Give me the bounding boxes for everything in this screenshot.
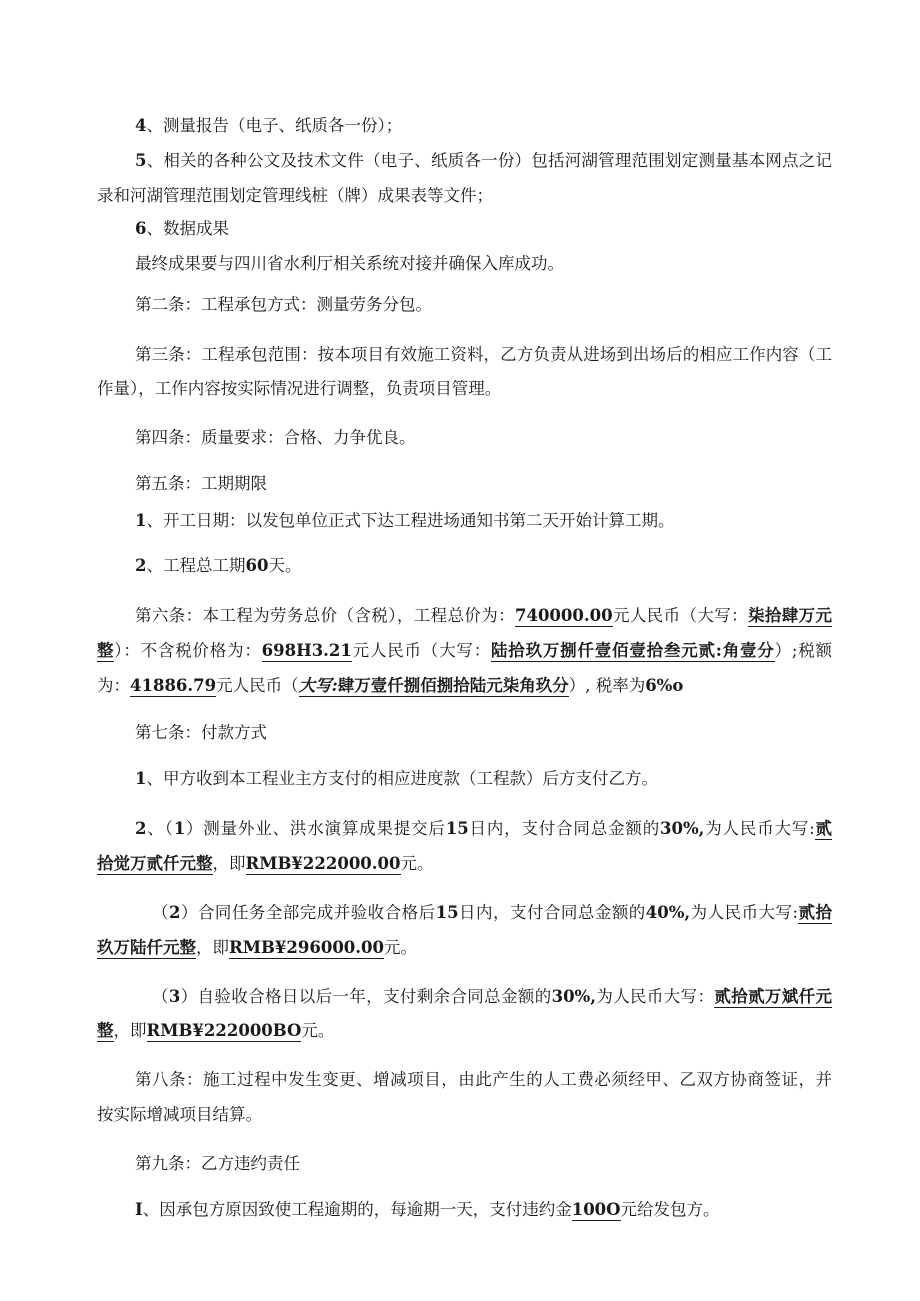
payment-stage-2: （2）合同任务全部完成并验收合格后15日内，支付合同总金额的40%,为人民币大写:贰拾 — [152, 903, 833, 922]
article-8-cont: 按实际增减项目结算。 — [97, 1105, 262, 1124]
item-6-data: 6、数据成果 — [135, 219, 229, 238]
article-2: 第二条：工程承包方式：测量劳务分包。 — [135, 295, 432, 314]
article-9: 第九条：乙方违约责任 — [135, 1154, 300, 1173]
payment-stage-3: （3）自验收合格日以后一年，支付剩余合同总金额的30%,为人民币大写：贰拾贰万斌仟元 — [152, 987, 833, 1006]
item-6-data-desc: 最终成果要与四川省水利厅相关系统对接并确保入库成功。 — [135, 254, 564, 273]
article-3: 第三条：工程承包范围：按本项目有效施工资料，乙方负责从进场到出场后的相应工作内容（工 — [135, 345, 832, 364]
article-5-duration: 2、工程总工期60天。 — [135, 556, 302, 575]
article-9-item-1: I、因承包方原因致使工程逾期的，每逾期一天，支付违约金100O元给发包方。 — [135, 1200, 720, 1219]
article-4: 第四条：质量要求：合格、力争优良。 — [135, 428, 416, 447]
item-4-survey-report: 4、测量报告（电子、纸质各一份）； — [135, 116, 403, 135]
article-8: 第八条：施工过程中发生变更、增减项目，由此产生的人工费必须经甲、乙双方协商签证，并 — [135, 1070, 832, 1089]
article-7-item-1: 1、甲方收到本工程业主方支付的相应进度款（工程款）后方支付乙方。 — [135, 769, 658, 788]
article-7: 第七条：付款方式 — [135, 723, 267, 742]
article-5-start-date: 1、开工日期：以发包单位正式下达工程进场通知书第二天开始计算工期。 — [135, 511, 675, 530]
item-5-documents: 5、相关的各种公文及技术文件（电子、纸质各一份）包括河湖管理范围划定测量基本网点之记 — [135, 151, 832, 170]
payment-stage-1: 2、（1）测量外业、洪水演算成果提交后15日内，支付合同总金额的30%,为人民币大写:贰 — [135, 819, 833, 838]
article-6-tax: 为：41886.79元人民币（大写:肆万壹仟捌佰捌拾陆元柒角玖分）, 税率为6%o — [97, 676, 684, 695]
article-6-net: 整）：不含税价格为：698H3.21元人民币（大写：陆拾玖万捌仟壹佰壹拾叁元贰:角壹分）;税额 — [97, 641, 833, 660]
payment-stage-3-amount: 整，即RMB¥222000BO元。 — [97, 1021, 335, 1040]
article-6: 第六条：本工程为劳务总价（含税），工程总价为：740000.00元人民币（大写：柒拾肆万元 — [135, 606, 833, 625]
item-5-documents-cont: 录和河湖管理范围划定管理线桩（牌）成果表等文件； — [97, 186, 493, 205]
article-5: 第五条：工期期限 — [135, 474, 267, 493]
payment-stage-2-amount: 玖万陆仟元整，即RMB¥296000.00元。 — [97, 938, 417, 957]
payment-stage-1-amount: 拾觉万贰仟元整，即RMB¥222000.00元。 — [97, 854, 434, 873]
article-3-cont: 作量），工作内容按实际情况进行调整，负责项目管理。 — [97, 379, 502, 398]
